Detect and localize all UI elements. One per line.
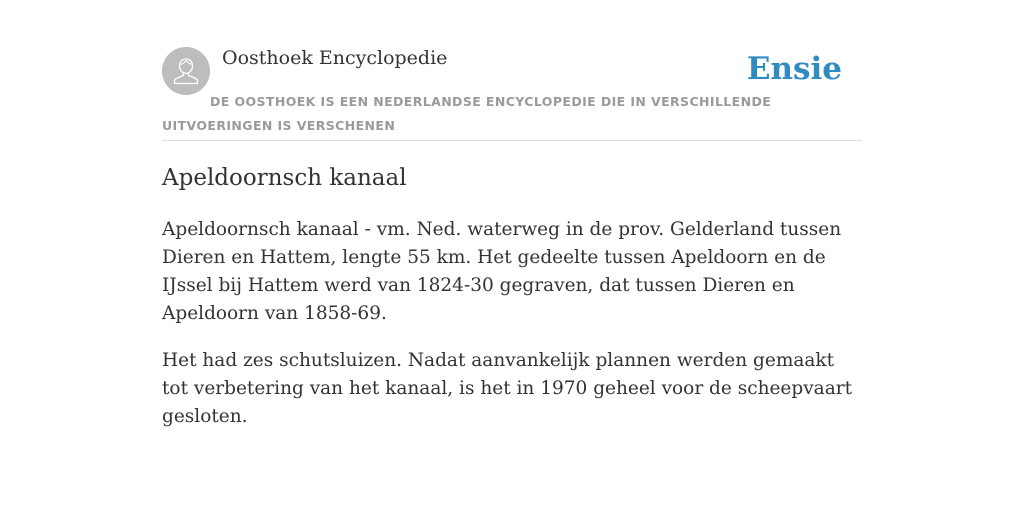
- article-paragraph: Apeldoornsch kanaal - vm. Ned. waterweg in de prov. Gelderland tussen Dieren en Hattem, lengte 55 km. Het gedeelte tussen Apeldoorn en de IJssel bij Hattem werd van 1824-30 gegraven, dat tussen Dieren en Apeldoorn van 1858-69.: [162, 219, 842, 324]
- article-paragraph: Het had zes schutsluizen. Nadat aanvankelijk plannen werden gemaakt tot verbetering van het kanaal, is het in 1970 geheel voor de scheepvaart gesloten.: [162, 350, 853, 427]
- article-title: Apeldoornsch kanaal: [162, 165, 407, 191]
- site-name[interactable]: Oosthoek Encyclopedie: [222, 47, 448, 69]
- site-tagline: DE OOSTHOEK IS EEN NEDERLANDSE ENCYCLOPEDIE DIE IN VERSCHILLENDE UITVOERINGEN IS VERSCHENEN: [162, 94, 772, 133]
- site-header: [162, 0, 862, 141]
- user-icon[interactable]: [162, 47, 210, 95]
- brand-logo[interactable]: Ensie: [746, 51, 842, 87]
- article: [162, 160, 862, 431]
